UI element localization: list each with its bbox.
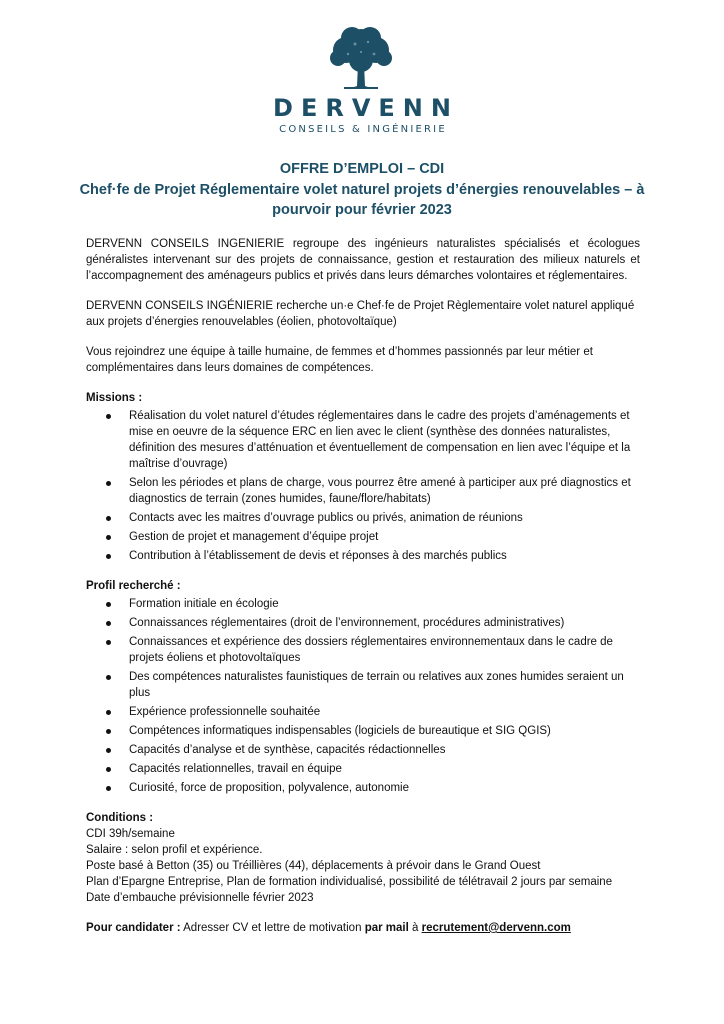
intro-paragraph-3: Vous rejoindrez une équipe à taille humaine, de femmes et d’hommes passionnés par leur métier et complémentaires dans leurs domaines de compétences. [86, 346, 593, 374]
list-item [86, 723, 640, 739]
list-item [86, 408, 640, 472]
bullet-icon [106, 786, 111, 791]
list-item-text: Connaissances réglementaires (droit de l’environnement, procédures administratives) [129, 617, 565, 629]
bullet-icon [106, 640, 111, 645]
list-item [86, 615, 640, 631]
apply-text: Adresser CV et lettre de motivation [183, 922, 362, 934]
list-item [86, 704, 640, 720]
list-item-text: Réalisation du volet naturel d’études réglementaires dans le cadre des projets d’aménagements et mise en oeuvre de la séquence ERC en lien avec le client (synthèse des données naturalistes, définition des mesures d’atténuation et éventuellement de compensation en lien avec l’équipe et la maîtrise d’ouvrage) [129, 410, 631, 470]
profile-heading: Profil recherché : [86, 580, 181, 592]
list-item-text: Contacts avec les maitres d’ouvrage publics ou privés, animation de réunions [129, 512, 523, 524]
list-item-text: Capacités d’analyse et de synthèse, capacités rédactionnelles [129, 744, 446, 756]
conditions-heading: Conditions : [86, 812, 154, 824]
missions-heading: Missions : [86, 392, 143, 404]
list-item-text: Des compétences naturalistes faunistiques de terrain ou relatives aux zones humides seraient un plus [129, 671, 624, 699]
list-item [86, 761, 640, 777]
missions-list [86, 408, 640, 564]
list-item-text: Curiosité, force de proposition, polyvalence, autonomie [129, 782, 409, 794]
conditions-block [86, 826, 640, 906]
bullet-icon [106, 767, 111, 772]
list-item [86, 780, 640, 796]
tree-logo-icon [330, 24, 392, 90]
list-item [86, 529, 640, 545]
list-item-text: Connaissances et expérience des dossiers réglementaires environnementaux dans le cadre de projets éoliens et photovoltaïques [129, 636, 613, 664]
apply-line [86, 920, 640, 936]
list-item-text: Compétences informatiques indispensables (logiciels de bureautique et SIG QGIS) [129, 725, 551, 737]
bullet-icon [106, 602, 111, 607]
bullet-icon [106, 621, 111, 626]
bullet-icon [106, 414, 111, 419]
intro-paragraph-1: DERVENN CONSEILS INGENIERIE regroupe des ingénieurs naturalistes spécialisés et écologues généralistes intervenant sur des projets de connaissance, gestion et restauration des milieux naturels et l’accompagnement des aménageurs publics et privés dans leurs démarches volontaires et réglementaires. [86, 238, 640, 282]
list-item [86, 548, 640, 564]
list-item [86, 669, 640, 701]
condition-line: Plan d’Epargne Entreprise, Plan de formation individualisé, possibilité de télétravail 2 jours par semaine [86, 876, 613, 888]
bullet-icon [106, 729, 111, 734]
list-item [86, 634, 640, 666]
bullet-icon [106, 748, 111, 753]
offer-body [86, 236, 640, 948]
profile-list [86, 596, 640, 796]
apply-preposition: à [412, 922, 419, 934]
apply-by-mail: par mail [364, 922, 409, 934]
bullet-icon [106, 675, 111, 680]
list-item-text: Expérience professionnelle souhaitée [129, 706, 321, 718]
intro-paragraph-2: DERVENN CONSEILS INGÉNIERIE recherche un·e Chef·fe de Projet Règlementaire volet naturel appliqué aux projets d’énergies renouvelables (éolien, photovoltaïque) [86, 300, 635, 328]
brand-tagline: CONSEILS & INGÉNIERIE [279, 124, 447, 135]
offer-title-block [60, 160, 664, 220]
list-item [86, 742, 640, 758]
bullet-icon [106, 710, 111, 715]
job-title: Chef·fe de Projet Réglementaire volet naturel projets d’énergies renouvelables – à pourvoir pour février 2023 [79, 182, 645, 218]
condition-line: CDI 39h/semaine [86, 828, 175, 840]
condition-line: Poste basé à Betton (35) ou Tréillières (44), déplacements à prévoir dans le Grand Ouest [86, 860, 541, 872]
bullet-icon [106, 516, 111, 521]
apply-label: Pour candidater : [86, 922, 181, 934]
list-item-text: Contribution à l’établissement de devis et réponses à des marchés publics [129, 550, 507, 562]
list-item-text: Gestion de projet et management d’équipe projet [129, 531, 379, 543]
condition-line: Date d’embauche prévisionnelle février 2023 [86, 892, 314, 904]
list-item [86, 510, 640, 526]
list-item-text: Formation initiale en écologie [129, 598, 279, 610]
bullet-icon [106, 535, 111, 540]
email-link[interactable]: recrutement@dervenn.com [421, 922, 571, 934]
bullet-icon [106, 554, 111, 559]
brand-name: DERVENN [273, 94, 459, 122]
offer-type-title: OFFRE D’EMPLOI – CDI [279, 161, 445, 177]
list-item-text: Capacités relationnelles, travail en équipe [129, 763, 342, 775]
list-item [86, 475, 640, 507]
bullet-icon [106, 481, 111, 486]
list-item-text: Selon les périodes et plans de charge, vous pourrez être amené à participer aux pré diagnostics et diagnostics de terrain (zones humides, faune/flore/habitats) [129, 477, 631, 505]
condition-line: Salaire : selon profil et expérience. [86, 844, 263, 856]
list-item [86, 596, 640, 612]
